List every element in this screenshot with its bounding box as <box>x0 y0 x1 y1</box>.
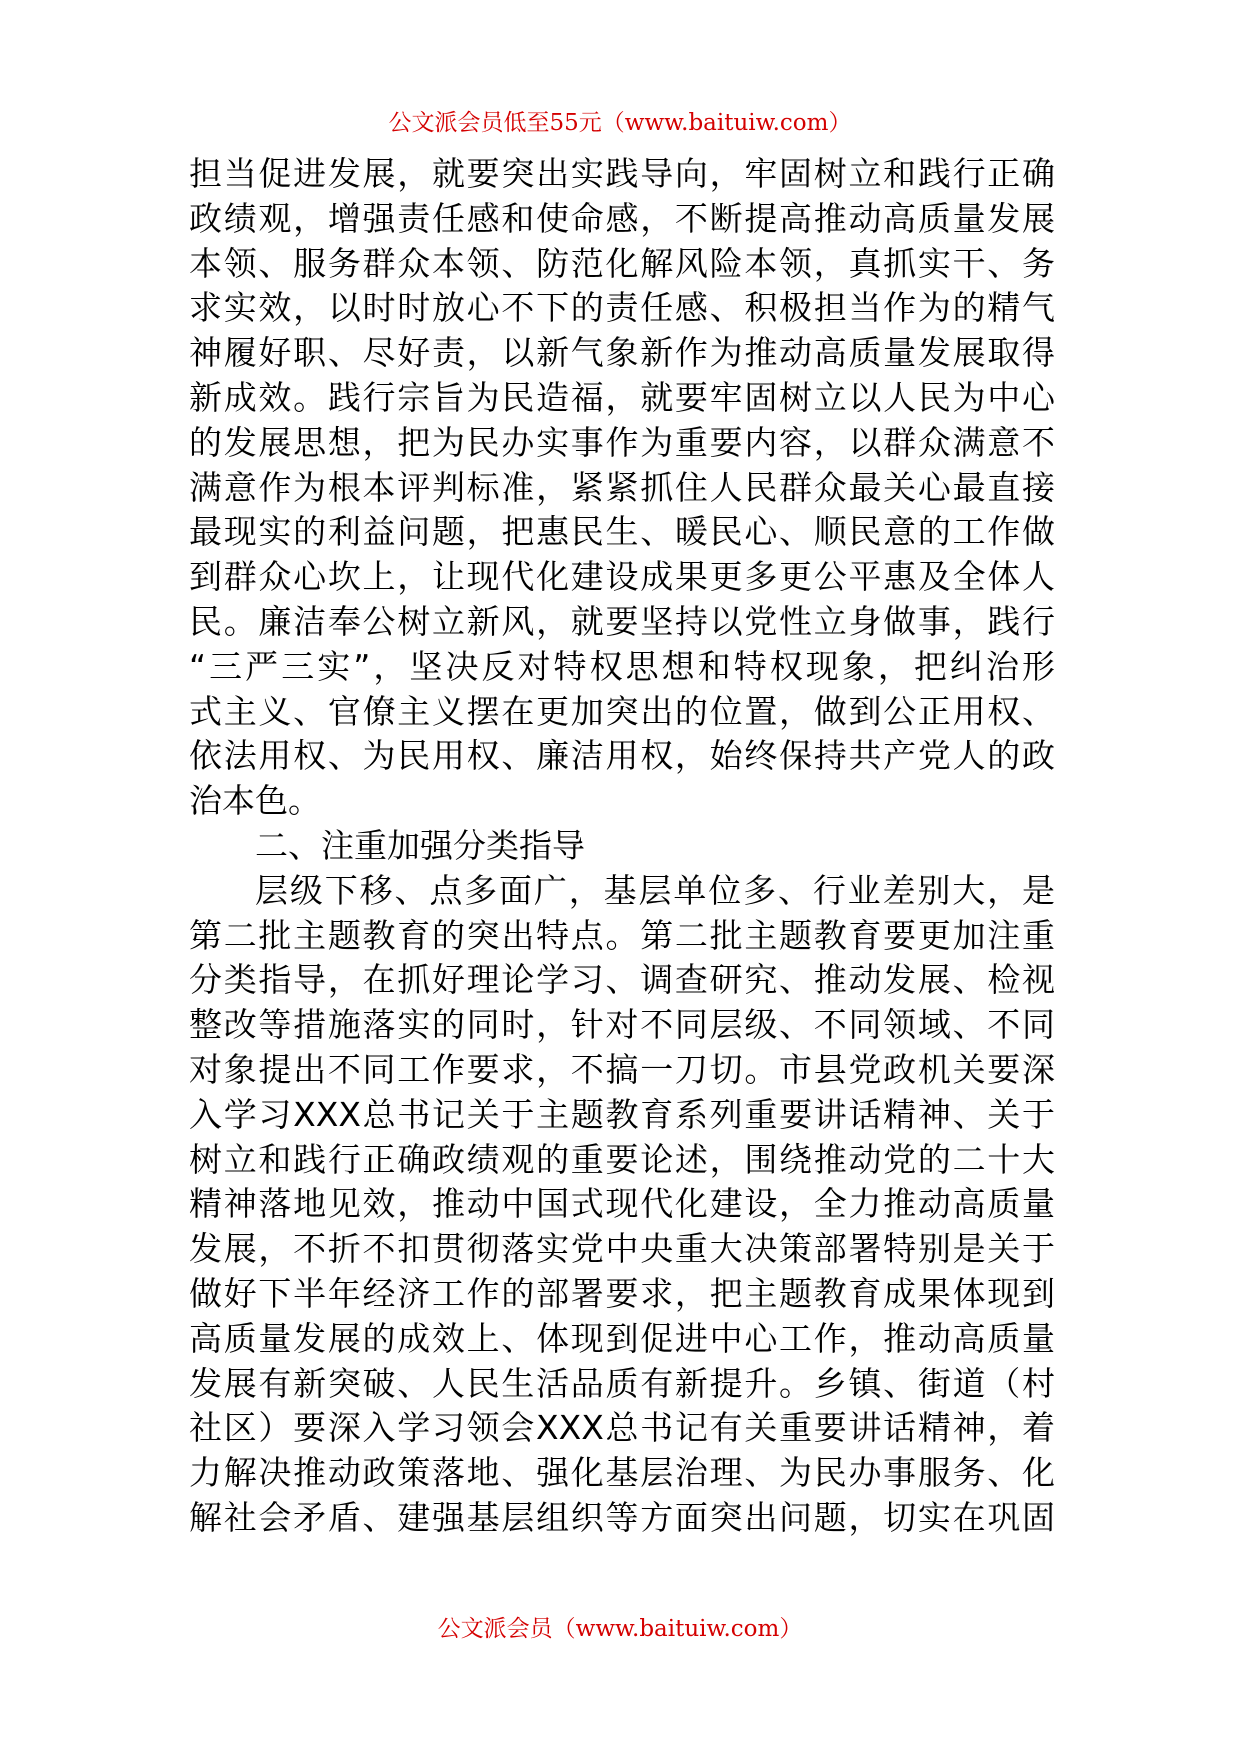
text-line: 到群众心坎上，让现代化建设成果更多更公平惠及全体人 <box>189 557 1055 597</box>
text-line: 新成效。践行宗旨为民造福，就要牢固树立以人民为中心 <box>189 377 1055 417</box>
text-line: 高质量发展的成效上、体现到促进中心工作，推动高质量 <box>189 1318 1055 1358</box>
header-watermark-banner[interactable]: 公文派会员低至55元（www.baituiw.com） <box>388 110 852 136</box>
section-heading: 二、注重加强分类指导 <box>255 825 585 865</box>
document-body <box>189 152 1055 1541</box>
text-line: 最现实的利益问题，把惠民生、暖民心、顺民意的工作做 <box>189 512 1055 552</box>
text-line: 树立和践行正确政绩观的重要论述，围绕推动党的二十大 <box>189 1139 1055 1179</box>
footer-watermark-banner[interactable]: 公文派会员（www.baituiw.com） <box>437 1616 803 1642</box>
text-line: 式主义、官僚主义摆在更加突出的位置，做到公正用权、 <box>189 691 1055 731</box>
text-line: 对象提出不同工作要求，不搞一刀切。市县党政机关要深 <box>189 1049 1055 1089</box>
text-line: 担当促进发展，就要突出实践导向，牢固树立和践行正确 <box>189 154 1055 193</box>
text-line: 精神落地见效，推动中国式现代化建设，全力推动高质量 <box>189 1184 1055 1224</box>
text-line: 解社会矛盾、建强基层组织等方面突出问题，切实在巩固 <box>189 1497 1055 1537</box>
text-line: 整改等措施落实的同时，针对不同层级、不同领域、不同 <box>189 1005 1055 1045</box>
text-line: 层级下移、点多面广，基层单位多、行业差别大，是 <box>255 870 1055 910</box>
text-line: 分类指导，在抓好理论学习、调查研究、推动发展、检视 <box>189 960 1055 1000</box>
text-line: 力解决推动政策落地、强化基层治理、为民办事服务、化 <box>189 1453 1055 1493</box>
text-line: 满意作为根本评判标准，紧紧抓住人民群众最关心最直接 <box>189 467 1055 507</box>
text-line: 依法用权、为民用权、廉洁用权，始终保持共产党人的政 <box>189 736 1055 776</box>
text-line: 发展有新突破、人民生活品质有新提升。乡镇、街道（村 <box>189 1363 1055 1403</box>
text-line: 神履好职、尽好责，以新气象新作为推动高质量发展取得 <box>189 333 1055 373</box>
text-line: 的发展思想，把为民办实事作为重要内容，以群众满意不 <box>189 422 1055 462</box>
text-line: 入学习XXX总书记关于主题教育系列重要讲话精神、关于 <box>189 1094 1055 1134</box>
text-line: 民。廉洁奉公树立新风，就要坚持以党性立身做事，践行 <box>189 601 1055 641</box>
text-line: 本领、服务群众本领、防范化解风险本领，真抓实干、务 <box>189 243 1055 283</box>
text-line: 发展，不折不扣贯彻落实党中央重大决策部署特别是关于 <box>189 1229 1055 1269</box>
text-line: 第二批主题教育的突出特点。第二批主题教育要更加注重 <box>189 915 1055 955</box>
text-line: 治本色。 <box>189 781 321 821</box>
text-line: 做好下半年经济工作的部署要求，把主题教育成果体现到 <box>189 1273 1055 1313</box>
text-line: 社区）要深入学习领会XXX总书记有关重要讲话精神，着 <box>189 1408 1055 1448</box>
text-line: 政绩观，增强责任感和使命感，不断提高推动高质量发展 <box>189 198 1055 238</box>
text-line: “三严三实”，坚决反对特权思想和特权现象，把纠治形 <box>189 646 1055 686</box>
text-line: 求实效，以时时放心不下的责任感、积极担当作为的精气 <box>189 288 1055 328</box>
